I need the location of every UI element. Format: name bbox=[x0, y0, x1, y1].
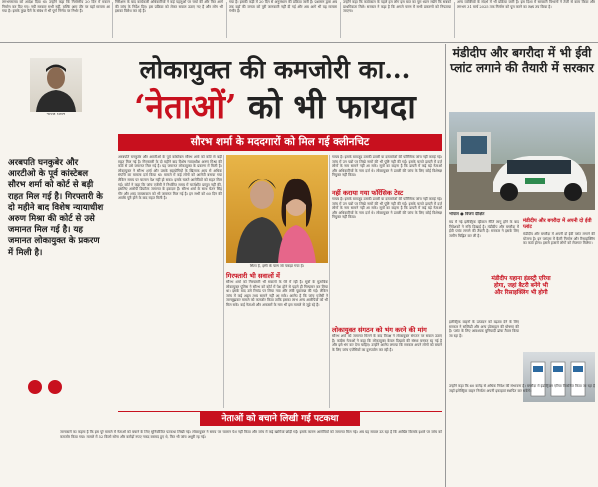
side-pullquote: मंडीदीप यहाना इंडस्ट्री एरिया होगा, जहां बैटरी बनेंगे भी और रिसाइक्लिंग भी होगी bbox=[490, 276, 552, 332]
side-headline: मंडीदीप और बगरौदा में भी ईवी प्लांट लगाने की तैयारी में सरकार bbox=[450, 46, 594, 75]
top-column-4: उन्होंने कहा कि कार्यकाल के पहले हम लोग इस बात का पूरा ध्यान रखेंगे कि सबको प्राथमिकता मिले। सरकार ने कहा है कि अगले चरण में सभी प्रकरणों को निपटाया जाएगा। bbox=[343, 0, 451, 14]
top-divider bbox=[0, 42, 598, 43]
headline-highlight: ‘नेताओं’ bbox=[134, 87, 237, 126]
story-column-1: अरबपति घनकुबेर और आरटीओ के पूर्व कांस्टेबल सौरभ शर्मा को कोर्ट से बड़ी राहत मिल गई है। गिरफ्तारी के दो महीने बाद विशेष न्यायाधीश अरुण मिश्रा की कोर्ट से उसे जमानत मिल गई है। यह जमानत लोकायुक्त के प्रकरण में मिली है। लोकायुक्त ने सौरभ शर्मा और उसके सहयोगियों के खिलाफ आय से अधिक संपत्ति का मामला दर्ज किया था। मामले में कई लोगों को आरोपी बनाया गया लेकिन समय पर चालान पेश नहीं हो सका। इसके चलते आरोपियों को राहत मिल गई। कोर्ट ने कहा कि जांच एजेंसी ने निर्धारित समय में चार्जशीट प्रस्तुत नहीं की, इसलिए आरोपी डिफॉल्ट जमानत के हकदार हैं। सौरभ शर्मा के साथ चेतन सिंह गौर और शरद जायसवाल को भी जमानत मिल गई है। इन सभी को 60 दिन की अवधि पूरी होने के बाद राहत मिली है। bbox=[118, 155, 222, 201]
story-bottom: जानकारों का कहना है कि इस पूरे मामले में नेताओं को बचाने के लिए सुनियोजित पटकथा लिखी गई। लोकायुक्त ने समय पर चालान पेश नहीं किया और जांच में कई खामियां छोड़ी गईं। इसके कारण आरोपियों को जमानत मिल गई। अब यह सवाल उठ रहा है कि आखिर किसके इशारे पर जांच को कमजोर किया गया। मामले में 52 किलो सोना और करोड़ों रुपए नकद बरामद हुए थे, फिर भी जांच अधूरी रह गई। bbox=[60, 430, 442, 439]
top-column-2: निरीक्षण के बाद कार्यकारी अधिकारियों ने कई पहलुओं पर चर्चा की और फिर आगे की जांच के निर्देश दिए। इस प्रक्रिया को लेकर सवाल उठाए गए हैं और लोग भी इसका विरोध कर रहे हैं। bbox=[115, 0, 223, 14]
story-column-3-top: गायब है। इसके बावजूद उसकी डायरी या दस्तावेजों की फॉरेंसिक जांच नहीं कराई गई। जांच में उन पन्नों पर लिखे नामों की भी पुष्टि नहीं की गई। इसके चलते डायरी में दर्ज लोगों के नाम सामने नहीं आ सके। सूत्रों का कहना है कि डायरी में कई बड़े नेताओं और अधिकारियों के नाम दर्ज थे। लोकायुक्त ने डायरी की जांच के लिए कोई विशेषज्ञ नियुक्त नहीं किया। bbox=[332, 155, 442, 178]
headline-line-1: लोकायुक्त की कमजोरी का... bbox=[139, 55, 411, 84]
quote-icon bbox=[48, 380, 62, 394]
top-strip bbox=[0, 0, 598, 42]
side-column-1: मप्र में नई इलेक्ट्रिक व्हीकल नीति लागू होने के बाद निवेशकों ने रुचि दिखाई है। मंडीदीप और बगरौदा में ईवी प्लांट लगाने की तैयारी है। सरकार ने इसके लिए जमीन चिह्नित कर ली है। bbox=[449, 220, 519, 238]
side-column-2: मंडीदीप और बगरौदा में अपनी दो ईवी प्लांट लगाने की योजना है। इन प्लांट्स में बैटरी निर्माण और रिसाइक्लिंग का कार्य होगा। इससे हजारों लोगों को रोजगार मिलेगा। bbox=[523, 232, 595, 246]
top-column-3: गया है। इसकी कड़ी में 20 दिन से अनुसंधान की प्रक्रिया जारी है। प्रशासन द्वारा अब तक यहाँ की जनता को पूरी जानकारी नहीं दी गई और अब आगे भी यह मामला गंभीर है। bbox=[229, 0, 337, 14]
ev-photo bbox=[449, 112, 595, 210]
author-caption: नीरज रोशन bbox=[46, 113, 66, 117]
side-byline: भोपाल ● विजय दीक्षित bbox=[449, 212, 485, 216]
quote-icon bbox=[28, 380, 42, 394]
story-column-3b: सौरभ शर्मा को जमानत मिलने के बाद विपक्ष ने लोकायुक्त संगठन पर सवाल उठाए हैं। कांग्रेस नेताओं ने कहा कि लोकायुक्त केवल दिखावे की संस्था बनकर रह गई है और इसे भंग कर देना चाहिए। उन्होंने आरोप लगाया कि सरकार अपने लोगों को बचाने के लिए जांच एजेंसियों का दुरुपयोग कर रही है। bbox=[332, 334, 442, 352]
subhead-banner-2: नेताओं को बचाने लिखी गई पटकथा bbox=[200, 412, 360, 426]
pull-quote: अरबपति घनकुबेर और आरटीओ के पूर्व कांस्टेबल सौरभ शर्मा को कोर्ट से बड़ी राहत मिल गई है। गिरफ्तारी के दो महीने बाद विशेष न्यायाधीश अरुण मिश्रा की कोर्ट से उसे जमानत मिल गई है। यह जमानत लोकायुक्त के प्रकरण में मिली है। bbox=[8, 158, 104, 258]
subhead-forensic: नहीं कराया गया फॉरेंसिक टेस्ट bbox=[332, 189, 404, 197]
side-subhead: मंडीदीप और बगरौदा में अपनी दो ईवी प्लांट bbox=[523, 218, 592, 230]
photo-caption: सिता है, इसी के पास जो पकड़ा गया है। bbox=[249, 264, 305, 268]
story-column-2: सौरभ शर्मा को गिरफ्तारी भी सवालों के घेरे में रही है। सूत्रों के मुताबिक लोकायुक्त पुलिस ने सौरभ को कोर्ट में पेश होने से पहले ही गिरफ्तार कर लिया था। इसके बाद उसे रिमांड पर लिया गया और लंबी पूछताछ की गई। लेकिन जांच में कई अहम तथ्य सामने नहीं आ सके। आरोप है कि जांच एजेंसी ने जानबूझकर मामले को कमजोर किया ताकि इसका लाभ अन्य आरोपियों को भी मिल सके। कई नेताओं और अफसरों के नाम भी इस मामले से जुड़े रहे हैं। bbox=[226, 280, 328, 307]
subhead-banner: सौरभ शर्मा के मददगारों को मिल गई क्लीनचिट bbox=[118, 134, 442, 151]
side-column-3: इलेक्ट्रिक वाहनों के उत्पादन को बढ़ावा देने के लिए सरकार ने सब्सिडी और अन्य प्रोत्साहन की घोषणा की है। प्लांट के लिए आवश्यक बुनियादी ढांचा तैयार किया जा रहा है। bbox=[449, 320, 519, 338]
headline-rest: को भी फायदा bbox=[236, 87, 416, 126]
story-column-3: गायब है। इसके बावजूद उसकी डायरी या दस्तावेजों की फॉरेंसिक जांच नहीं कराई गई। जांच में उन पन्नों पर लिखे नामों की भी पुष्टि नहीं की गई। इसके चलते डायरी में दर्ज लोगों के नाम सामने नहीं आ सके। सूत्रों का कहना है कि डायरी में कई बड़े नेताओं और अधिकारियों के नाम दर्ज थे। लोकायुक्त ने डायरी की जांच के लिए कोई विशेषज्ञ नियुक्त नहीं किया। bbox=[332, 197, 442, 220]
headline-line-2 bbox=[120, 88, 430, 126]
author-photo bbox=[30, 58, 82, 112]
couple-photo bbox=[226, 155, 328, 263]
side-column-4: उन्होंने कहा कि 60 करोड़ से अधिक निवेश की संभावना है। बगरौदा में इंडस्ट्रियल एरिया विकसित किया जा रहा है जहाँ इलेक्ट्रिक वाहन निर्माता अपनी इकाइयां स्थापित कर सकेंगे। bbox=[449, 384, 595, 393]
top-column-1: लगभगसमय को आदेश दिया था। उन्होंने कहा कि निर्माणीय 20 दिन में मकान निर्माण कर दिए गए। नयी सरकार सभी नहीं, बल्कि आम तौर पर यहाँ मामला आ गया है। इसके कुछ पैरों के संबंध में भी पूर्ण निर्णय पर निर्भर हैं। bbox=[2, 0, 110, 14]
subhead-lokayukta: लोकायुक्त संगठन को भंग करने की मांग bbox=[332, 326, 427, 334]
subhead-arrest: गिरफ्तारी भी सवालों में bbox=[226, 272, 280, 280]
top-column-5: अन्य व्यक्तियों के संदर्भ में भी प्रक्रिया जारी है। इस दिशा में सरकारी विभागों ने तेजी से काम किया और लगभग 31 मार्च 2025 तक निर्माण को पूरा करने का लक्ष्य तय किया है। bbox=[457, 0, 595, 9]
